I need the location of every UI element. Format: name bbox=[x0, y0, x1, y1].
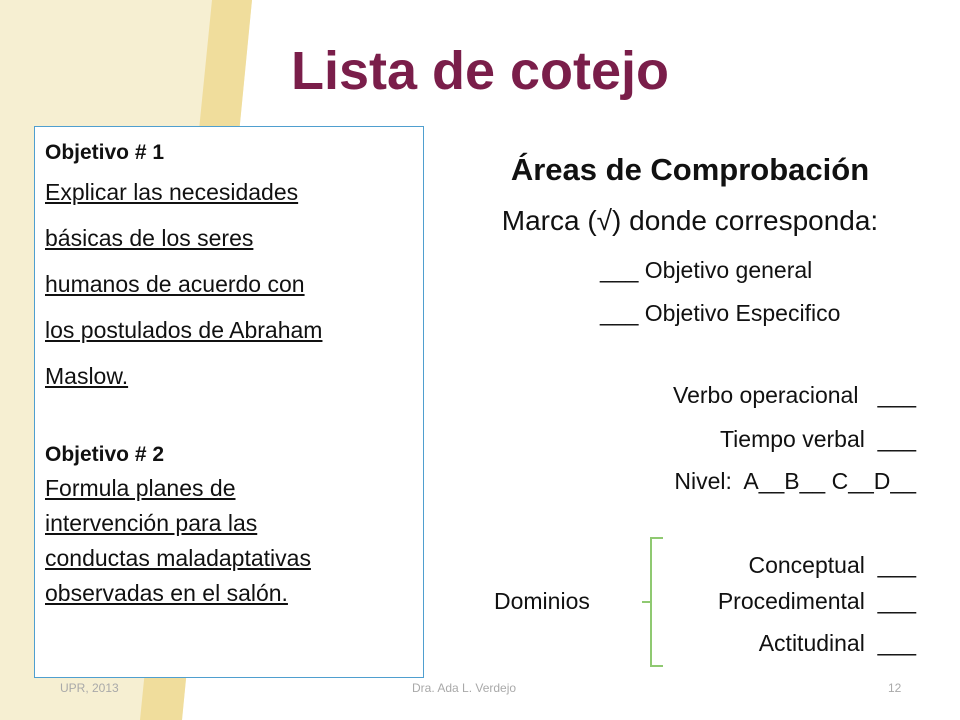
objective-1-line: Explicar las necesidades bbox=[45, 179, 299, 205]
check-tiempo-verbal: Tiempo verbal ___ bbox=[719, 426, 916, 452]
check-objetivo-especifico: ___ Objetivo Especifico bbox=[600, 300, 841, 326]
check-dominio-procedimental: Procedimental ___ bbox=[717, 588, 916, 614]
check-objetivo-general: ___ Objetivo general bbox=[600, 257, 813, 283]
areas-instruction: Marca (√) donde corresponda: bbox=[501, 205, 879, 236]
check-nivel: Nivel: A__B__ C__D__ bbox=[674, 468, 916, 494]
dominios-label: Dominios bbox=[494, 588, 590, 614]
objective-2-line: intervención para las bbox=[45, 510, 258, 536]
spacer bbox=[45, 399, 413, 439]
objective-2-heading: Objetivo # 2 bbox=[45, 443, 165, 466]
footer-page-number: 12 bbox=[888, 681, 902, 695]
objective-1-line: humanos de acuerdo con bbox=[45, 271, 305, 297]
check-dominio-conceptual: Conceptual ___ bbox=[748, 552, 916, 578]
objective-2-line: observadas en el salón. bbox=[45, 580, 288, 606]
objective-1-line: básicas de los seres bbox=[45, 225, 254, 251]
dominios-bracket bbox=[642, 538, 663, 666]
footer-author: Dra. Ada L. Verdejo bbox=[412, 681, 517, 695]
objective-2-line: Formula planes de bbox=[45, 475, 236, 501]
objective-1-line: los postulados de Abraham bbox=[45, 317, 323, 343]
objective-2-line: conductas maladaptativas bbox=[45, 545, 311, 571]
slide-title: Lista de cotejo bbox=[290, 41, 670, 101]
objective-1-line: Maslow. bbox=[45, 363, 129, 389]
objectives-box bbox=[34, 126, 424, 678]
footer-left: UPR, 2013 bbox=[60, 681, 119, 695]
check-verbo-operacional: Verbo operacional ___ bbox=[673, 382, 916, 408]
check-dominio-actitudinal: Actitudinal ___ bbox=[758, 630, 916, 656]
objective-1-heading: Objetivo # 1 bbox=[45, 141, 165, 164]
areas-heading: Áreas de Comprobación bbox=[510, 152, 870, 187]
